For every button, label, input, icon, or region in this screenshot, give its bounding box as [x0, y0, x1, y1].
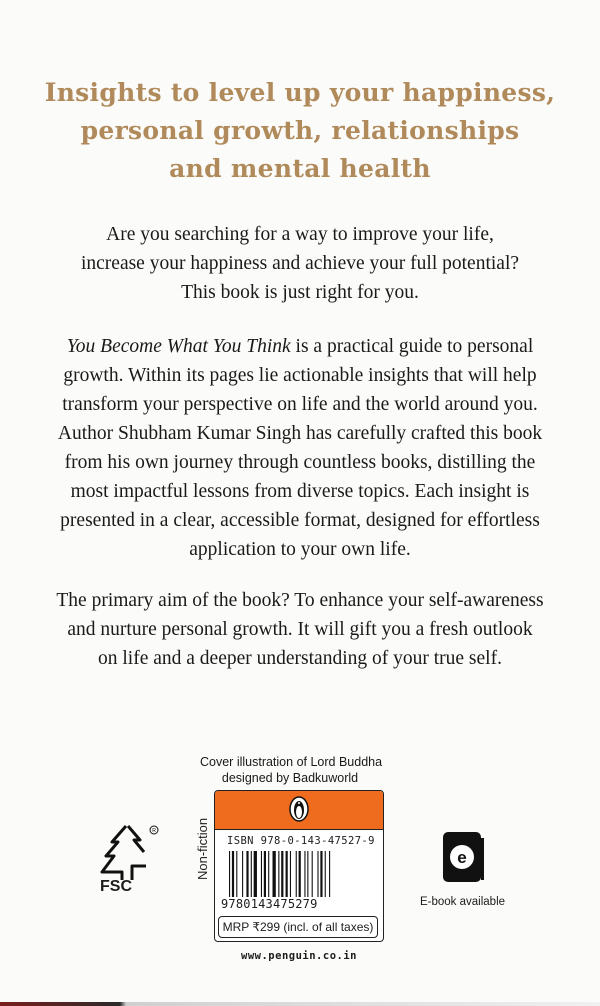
description-line: Author Shubham Kumar Singh has carefully crafted this book: [57, 423, 543, 444]
category-label: Non-fiction: [195, 817, 210, 880]
ebook-label: E-book available: [420, 896, 506, 908]
svg-text:R: R: [152, 828, 156, 834]
intro-line: Are you searching for a way to improve your life,: [106, 224, 494, 245]
tagline: [0, 74, 600, 188]
barcode-header: [215, 791, 383, 830]
book-title: You Become What You Think: [66, 336, 291, 357]
intro-line: increase your happiness and achieve your full potential?: [80, 253, 520, 274]
penguin-logo-icon: [289, 796, 309, 822]
aim-paragraph: [40, 586, 560, 673]
intro-paragraph: [40, 220, 560, 307]
credit-line: designed by Badkuworld: [221, 771, 359, 785]
mrp-price: MRP ₹299 (incl. of all taxes): [218, 916, 378, 938]
tagline-line-2: personal growth, relationships: [80, 116, 520, 145]
description-line: application to your own life.: [189, 539, 411, 560]
cover-credit: [200, 754, 383, 786]
intro-line: This book is just right for you.: [181, 282, 419, 303]
credit-line: Cover illustration of Lord Buddha: [200, 755, 383, 769]
aim-line: and nurture personal growth. It will gift you a fresh outlook: [67, 619, 533, 640]
website-url: www.penguin.co.in: [241, 950, 357, 962]
tagline-line-1: Insights to level up your happiness,: [44, 78, 556, 107]
description-line: presented in a clear, accessible format, designed for effortless: [60, 510, 540, 531]
aim-line: on life and a deeper understanding of your true self.: [98, 648, 502, 669]
fsc-label: FSC: [100, 878, 132, 895]
svg-text:e: e: [457, 848, 467, 867]
bottom-edge: [0, 1002, 600, 1006]
aim-line: The primary aim of the book? To enhance your self-awareness: [56, 590, 544, 611]
isbn-text: ISBN 978-0-143-47527-9: [227, 835, 375, 847]
ebook-icon: [441, 830, 485, 886]
description-line: transform your perspective on life and the world around you.: [62, 394, 538, 415]
description-paragraph: [40, 332, 560, 564]
description-line: most impactful lessons from diverse topics. Each insight is: [70, 481, 530, 502]
description-line: from his own journey through countless books, distilling the: [64, 452, 536, 473]
description-line: growth. Within its pages lie actionable insights that will help: [63, 365, 537, 386]
barcode: [227, 851, 375, 897]
description-line: [40, 332, 560, 361]
tagline-line-3: and mental health: [169, 154, 431, 183]
ean-digits: 9780143475279: [221, 897, 318, 911]
description-line-rest: is a practical guide to personal: [290, 336, 534, 357]
